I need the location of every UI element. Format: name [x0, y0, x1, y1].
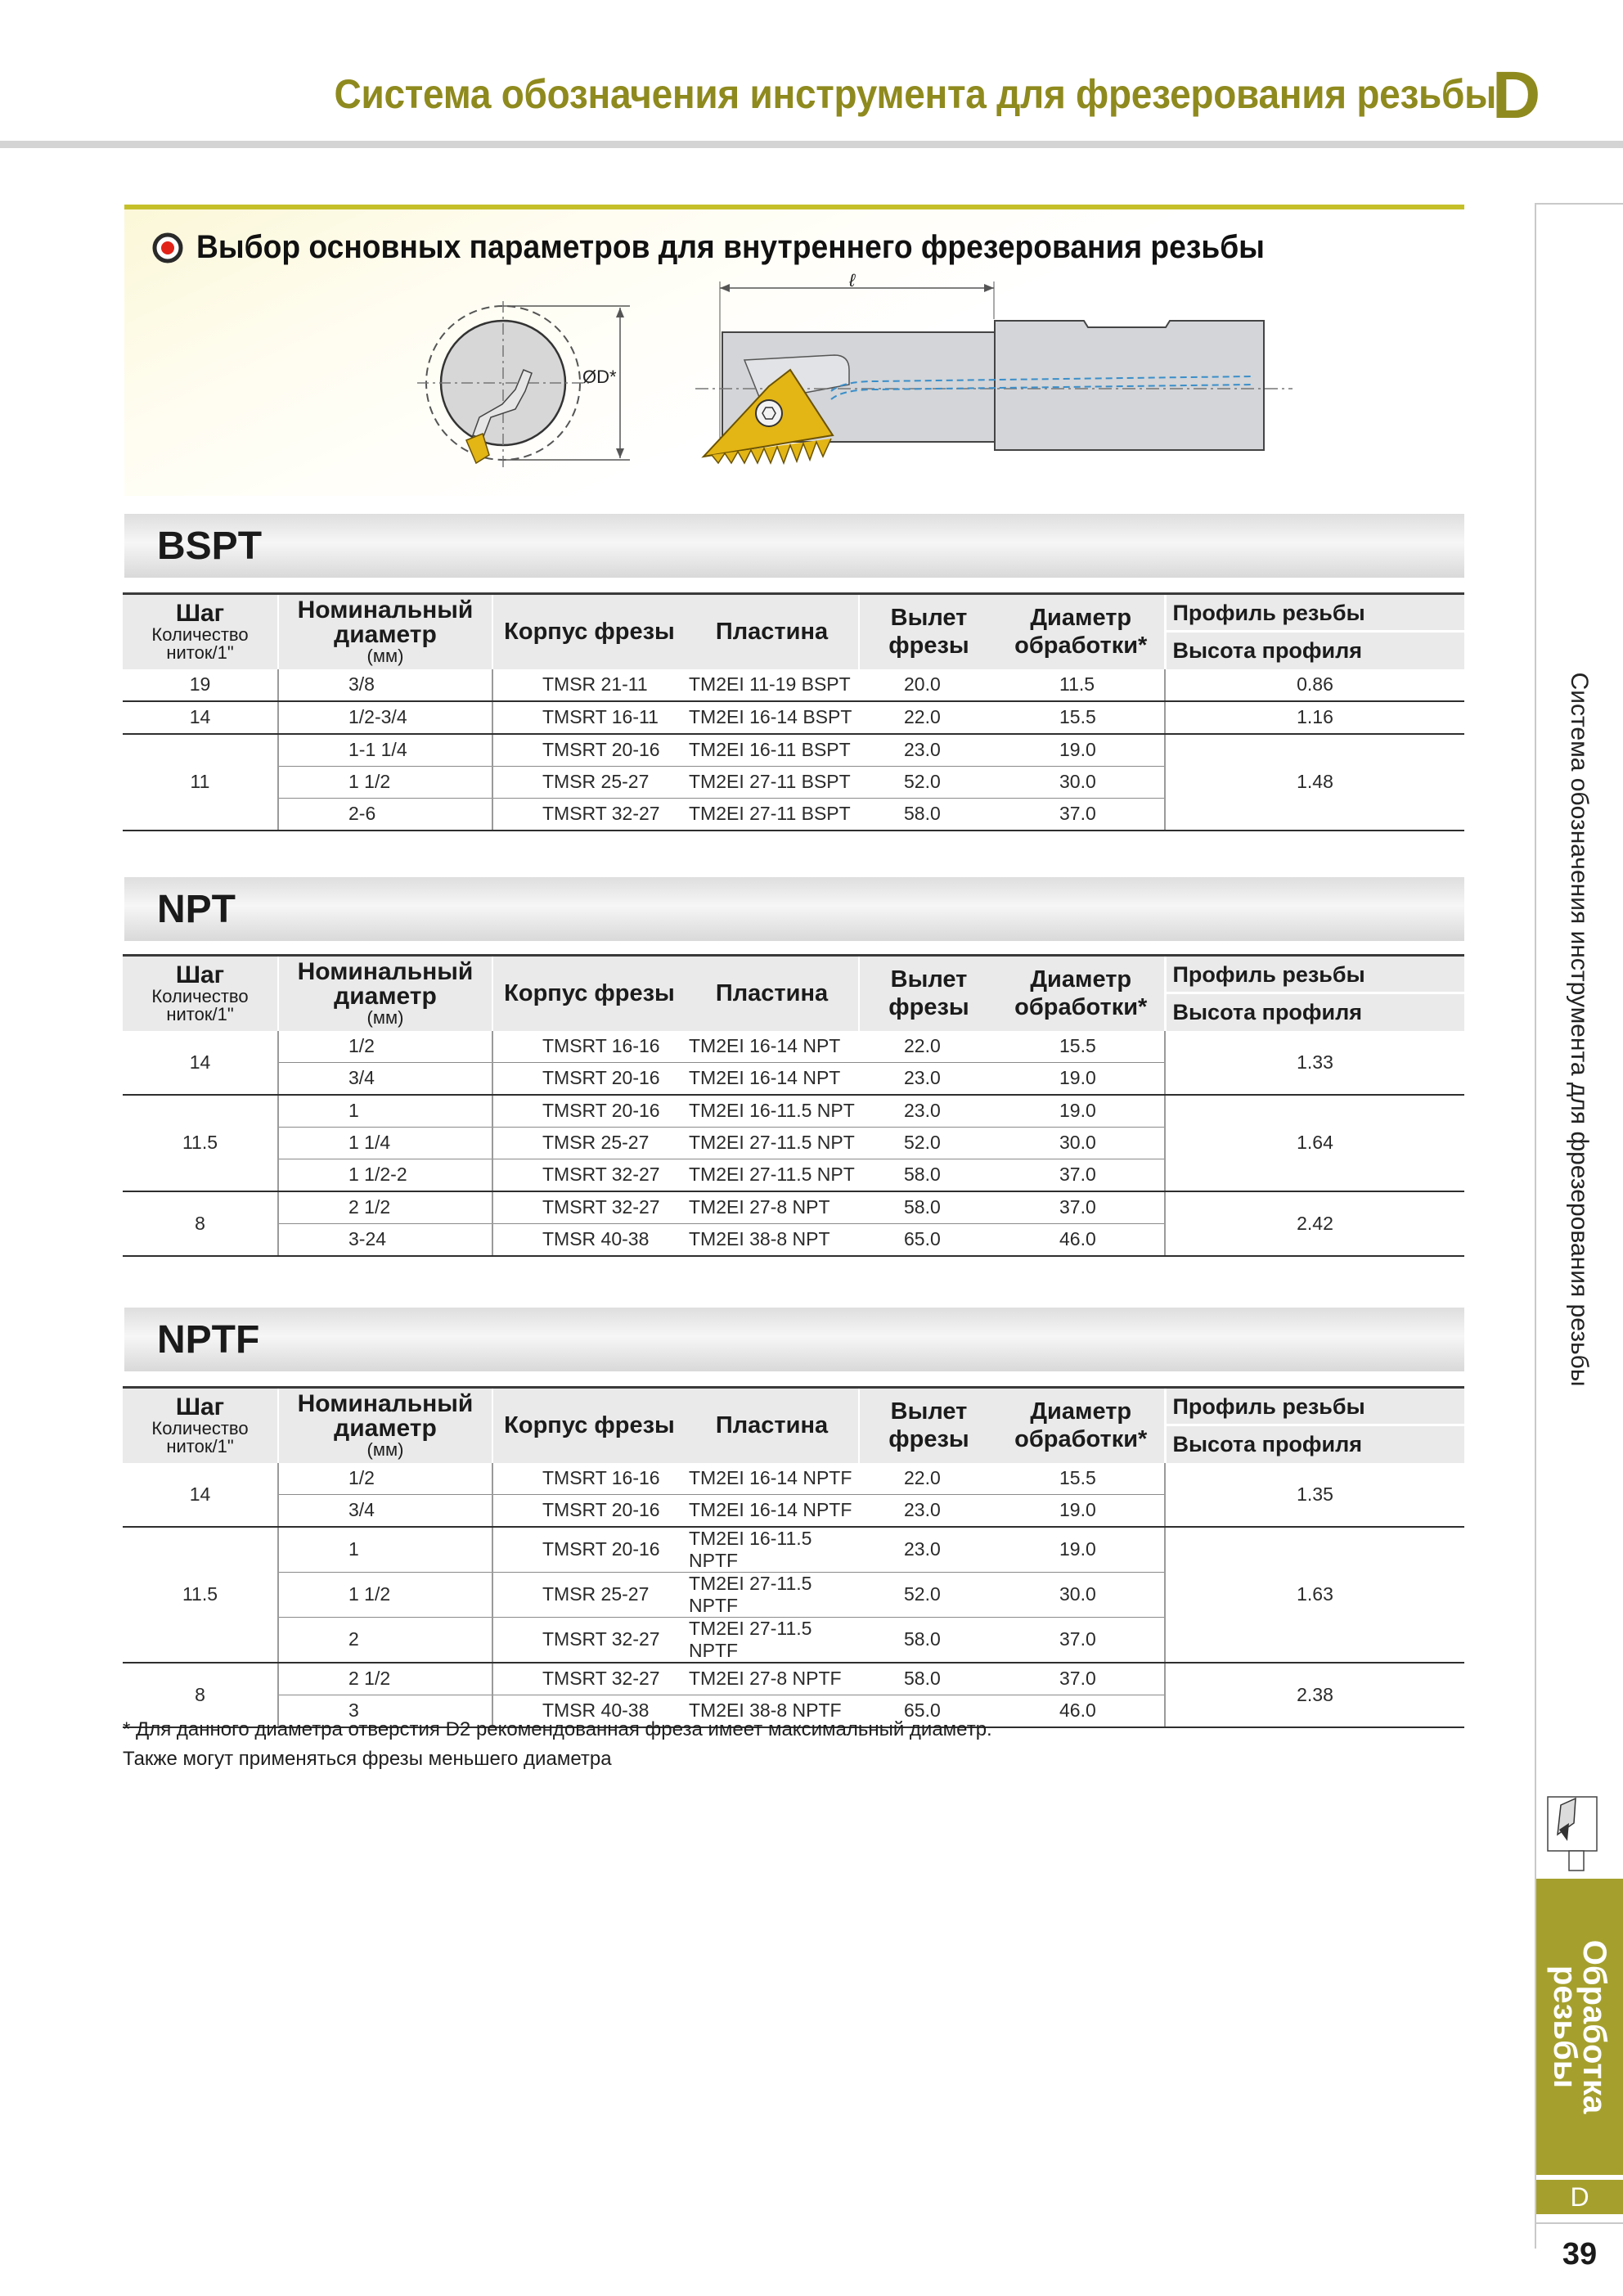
th-nominal [278, 1388, 492, 1463]
cell-nominal: 1 [278, 1527, 492, 1573]
th-diameter [998, 1388, 1165, 1463]
th-diameter [998, 956, 1165, 1031]
section-letter: D [1492, 58, 1541, 133]
th-diameter [998, 594, 1165, 669]
table-row [123, 669, 1464, 701]
th-nominal-label: Номинальный [297, 1390, 474, 1418]
cell-insert: TM2EI 38-8 NPT [686, 1223, 859, 1256]
table-row [123, 1031, 1464, 1063]
cell-profile-height: 1.48 [1165, 734, 1464, 831]
cell-diameter: 30.0 [998, 1127, 1165, 1159]
th-nominal-label: Номинальный [297, 958, 474, 986]
table-bspt [123, 592, 1464, 831]
band-title: NPTF [157, 1318, 260, 1362]
th-diameter-label2: обработки* [1014, 994, 1148, 1021]
cell-overhang: 52.0 [859, 1127, 998, 1159]
th-overhang-label2: фрезы [888, 1426, 969, 1453]
band-nptf [124, 1308, 1464, 1371]
cell-insert: TM2EI 27-11.5 NPT [686, 1127, 859, 1159]
th-overhang [859, 594, 998, 669]
side-tab-line1: Обработка [1576, 1939, 1612, 2114]
footnote-line2: Также могут применяться фрезы меньшего диаметра [123, 1748, 612, 1770]
cell-insert: TM2EI 27-8 NPT [686, 1191, 859, 1224]
table-row [123, 1095, 1464, 1128]
cell-body: TMSRT 20-16 [492, 1527, 686, 1573]
section-title: Выбор основных параметров для внутреннего фрезерования резьбы [196, 229, 1265, 265]
th-profile-label: Профиль резьбы [1172, 961, 1365, 987]
cell-overhang: 23.0 [859, 1527, 998, 1573]
cell-diameter: 37.0 [998, 1159, 1165, 1191]
cell-overhang: 65.0 [859, 1695, 998, 1727]
cell-overhang: 65.0 [859, 1223, 998, 1256]
cell-nominal: 1 1/2 [278, 766, 492, 798]
cell-diameter: 46.0 [998, 1223, 1165, 1256]
cell-nominal: 1 1/2-2 [278, 1159, 492, 1191]
band-title: BSPT [157, 524, 263, 568]
cell-body: TMSRT 20-16 [492, 734, 686, 767]
th-threads-label2: ниток/1" [166, 642, 234, 664]
cell-diameter: 37.0 [998, 1191, 1165, 1224]
th-diameter-label: Диаметр [1030, 1398, 1132, 1425]
side-section-letter: D [1536, 2180, 1623, 2214]
cell-nominal: 1/2 [278, 1031, 492, 1063]
cell-nominal: 3-24 [278, 1223, 492, 1256]
th-pitch-label: Шаг [175, 961, 225, 989]
th-nominal-label2: диаметр [334, 983, 437, 1011]
cell-diameter: 37.0 [998, 1617, 1165, 1663]
table-row [123, 701, 1464, 734]
cell-profile-height: 0.86 [1165, 669, 1464, 701]
cell-profile-height: 1.64 [1165, 1095, 1464, 1191]
cell-overhang: 20.0 [859, 669, 998, 701]
length-label: ℓ [849, 270, 856, 290]
cell-nominal: 2-6 [278, 798, 492, 831]
cell-insert: TM2EI 16-14 NPTF [686, 1494, 859, 1527]
cell-nominal: 3 [278, 1695, 492, 1727]
th-profile-height [1165, 632, 1464, 669]
cell-diameter: 30.0 [998, 1572, 1165, 1617]
cell-pitch: 8 [123, 1663, 278, 1727]
th-insert-label: Пластина [715, 980, 829, 1007]
th-overhang [859, 956, 998, 1031]
cell-diameter: 19.0 [998, 734, 1165, 767]
cell-insert: TM2EI 27-11.5 NPT [686, 1159, 859, 1191]
th-pitch-label: Шаг [175, 1393, 225, 1421]
cell-pitch: 14 [123, 701, 278, 734]
cell-insert: TM2EI 27-8 NPTF [686, 1663, 859, 1695]
cell-diameter: 37.0 [998, 798, 1165, 831]
cell-body: TMSRT 32-27 [492, 798, 686, 831]
cell-nominal: 1 1/4 [278, 1127, 492, 1159]
th-body-label: Корпус фрезы [504, 1412, 675, 1439]
cell-diameter: 37.0 [998, 1663, 1165, 1695]
th-profile-height [1165, 993, 1464, 1031]
cell-body: TMSR 40-38 [492, 1223, 686, 1256]
cell-nominal: 1/2-3/4 [278, 701, 492, 734]
th-diameter-label: Диаметр [1030, 605, 1132, 632]
cell-overhang: 22.0 [859, 1031, 998, 1063]
cell-diameter: 15.5 [998, 1031, 1165, 1063]
th-profile-height-label: Высота профиля [1172, 638, 1363, 664]
th-profile [1165, 594, 1464, 632]
cell-insert: TM2EI 38-8 NPTF [686, 1695, 859, 1727]
cell-body: TMSRT 16-16 [492, 1463, 686, 1495]
cell-pitch: 19 [123, 669, 278, 701]
cell-profile-height: 1.63 [1165, 1527, 1464, 1663]
th-overhang [859, 1388, 998, 1463]
cell-overhang: 22.0 [859, 1463, 998, 1495]
table-row [123, 1463, 1464, 1495]
th-nominal-unit: (мм) [366, 646, 404, 667]
cell-pitch: 11.5 [123, 1527, 278, 1663]
cell-insert: TM2EI 11-19 BSPT [686, 669, 859, 701]
cell-overhang: 58.0 [859, 1617, 998, 1663]
th-body [492, 956, 686, 1031]
table-row [123, 1527, 1464, 1573]
th-overhang-label2: фрезы [888, 633, 969, 660]
cell-insert: TM2EI 27-11 BSPT [686, 766, 859, 798]
cell-overhang: 22.0 [859, 701, 998, 734]
th-diameter-label2: обработки* [1014, 633, 1148, 660]
th-profile [1165, 1388, 1464, 1425]
cell-overhang: 52.0 [859, 1572, 998, 1617]
band-npt [124, 877, 1464, 941]
cell-body: TMSRT 20-16 [492, 1494, 686, 1527]
cell-profile-height: 2.42 [1165, 1191, 1464, 1256]
th-diameter-label: Диаметр [1030, 966, 1132, 993]
footnote-line1: * Для данного диаметра отверстия D2 рекомендованная фреза имеет максимальный диаметр. [123, 1718, 992, 1740]
cell-overhang: 23.0 [859, 1062, 998, 1095]
th-nominal-unit: (мм) [366, 1007, 404, 1029]
side-bottom-rule [1536, 2222, 1623, 2224]
th-nominal-label2: диаметр [334, 621, 437, 649]
side-tab-label-text [1547, 1939, 1612, 2114]
cell-pitch: 14 [123, 1031, 278, 1095]
cell-insert: TM2EI 16-14 BSPT [686, 701, 859, 734]
cell-profile-height: 1.35 [1165, 1463, 1464, 1527]
cell-diameter: 15.5 [998, 1463, 1165, 1495]
table-row [123, 1191, 1464, 1224]
cell-nominal: 3/8 [278, 669, 492, 701]
th-threads-label: Количество [151, 986, 249, 1007]
th-profile-height [1165, 1425, 1464, 1463]
cell-diameter: 19.0 [998, 1062, 1165, 1095]
cell-insert: TM2EI 27-11.5 NPTF [686, 1572, 859, 1617]
band-bspt [124, 514, 1464, 578]
cell-overhang: 23.0 [859, 1095, 998, 1128]
th-nominal-label: Номинальный [297, 597, 474, 624]
th-body [492, 1388, 686, 1463]
cell-body: TMSR 40-38 [492, 1695, 686, 1727]
th-insert-label: Пластина [715, 619, 829, 646]
cell-insert: TM2EI 16-11.5 NPT [686, 1095, 859, 1128]
cell-nominal: 1 [278, 1095, 492, 1128]
title-divider [0, 141, 1623, 148]
th-profile-label: Профиль резьбы [1172, 600, 1365, 625]
cell-pitch: 8 [123, 1191, 278, 1256]
cell-body: TMSRT 32-27 [492, 1191, 686, 1224]
thread-tool-icon [1536, 1784, 1623, 1874]
cell-nominal: 1-1 1/4 [278, 734, 492, 767]
th-insert [686, 594, 859, 669]
cell-body: TMSR 21-11 [492, 669, 686, 701]
side-top-line [1535, 203, 1623, 205]
th-threads-label: Количество [151, 1418, 249, 1439]
cell-body: TMSRT 16-16 [492, 1031, 686, 1063]
cell-body: TMSRT 32-27 [492, 1617, 686, 1663]
cell-diameter: 19.0 [998, 1095, 1165, 1128]
cell-body: TMSR 25-27 [492, 1127, 686, 1159]
table-nptf [123, 1386, 1464, 1728]
cell-profile-height: 1.16 [1165, 701, 1464, 734]
cell-insert: TM2EI 27-11 BSPT [686, 798, 859, 831]
cell-profile-height: 1.33 [1165, 1031, 1464, 1095]
tool-side-view-diagram [687, 270, 1301, 491]
cell-body: TMSRT 32-27 [492, 1159, 686, 1191]
th-insert [686, 956, 859, 1031]
th-insert-label: Пластина [715, 1412, 829, 1439]
side-tab-line2: резьбы [1547, 1965, 1583, 2089]
th-diameter-label2: обработки* [1014, 1426, 1148, 1453]
cell-body: TMSRT 32-27 [492, 1663, 686, 1695]
cell-nominal: 3/4 [278, 1062, 492, 1095]
th-threads-label2: ниток/1" [166, 1004, 234, 1025]
th-threads-label: Количество [151, 624, 249, 646]
cell-diameter: 15.5 [998, 701, 1165, 734]
th-body-label: Корпус фрезы [504, 619, 675, 646]
th-pitch [123, 956, 278, 1031]
cell-insert: TM2EI 16-11.5 NPTF [686, 1527, 859, 1573]
cell-body: TMSRT 16-11 [492, 701, 686, 734]
side-caption-text: Система обозначения инструмента для фрезерования резьбы [1566, 672, 1593, 1387]
th-overhang-label2: фрезы [888, 994, 969, 1021]
cell-pitch: 14 [123, 1463, 278, 1527]
cell-insert: TM2EI 16-14 NPTF [686, 1463, 859, 1495]
table-npt [123, 954, 1464, 1257]
th-profile-height-label: Высота профиля [1172, 1000, 1363, 1025]
cell-nominal: 2 1/2 [278, 1191, 492, 1224]
cell-overhang: 23.0 [859, 1494, 998, 1527]
th-insert [686, 1388, 859, 1463]
cell-body: TMSR 25-27 [492, 1572, 686, 1617]
cell-overhang: 52.0 [859, 766, 998, 798]
table-row [123, 1663, 1464, 1695]
cell-nominal: 1/2 [278, 1463, 492, 1495]
cell-pitch: 11.5 [123, 1095, 278, 1191]
table-row [123, 734, 1464, 767]
page-number: 39 [1562, 2237, 1598, 2271]
cell-insert: TM2EI 16-14 NPT [686, 1031, 859, 1063]
cell-nominal: 3/4 [278, 1494, 492, 1527]
cell-insert: TM2EI 16-14 NPT [686, 1062, 859, 1095]
diameter-label: ØD* [582, 367, 617, 387]
cell-insert: TM2EI 16-11 BSPT [686, 734, 859, 767]
th-profile-label: Профиль резьбы [1172, 1393, 1365, 1419]
cell-diameter: 11.5 [998, 669, 1165, 701]
cell-body: TMSRT 20-16 [492, 1062, 686, 1095]
th-overhang-label: Вылет [890, 966, 968, 993]
cell-diameter: 19.0 [998, 1494, 1165, 1527]
cell-overhang: 58.0 [859, 1159, 998, 1191]
th-pitch [123, 594, 278, 669]
th-pitch [123, 1388, 278, 1463]
cell-diameter: 19.0 [998, 1527, 1165, 1573]
th-nominal-label2: диаметр [334, 1415, 437, 1443]
th-profile [1165, 956, 1464, 993]
th-pitch-label: Шаг [175, 600, 225, 628]
cell-profile-height: 2.38 [1165, 1663, 1464, 1727]
page-title: Система обозначения инструмента для фрезерования резьбы [334, 71, 1496, 117]
cell-overhang: 58.0 [859, 798, 998, 831]
cell-overhang: 58.0 [859, 1191, 998, 1224]
th-profile-height-label: Высота профиля [1172, 1432, 1363, 1457]
bullet-icon [152, 232, 183, 263]
footnote [123, 1715, 992, 1774]
th-overhang-label: Вылет [890, 605, 968, 632]
th-nominal [278, 594, 492, 669]
cell-diameter: 46.0 [998, 1695, 1165, 1727]
th-nominal-unit: (мм) [366, 1439, 404, 1461]
cell-overhang: 58.0 [859, 1663, 998, 1695]
th-body [492, 594, 686, 669]
cell-body: TMSR 25-27 [492, 766, 686, 798]
cell-nominal: 2 1/2 [278, 1663, 492, 1695]
th-overhang-label: Вылет [890, 1398, 968, 1425]
cell-nominal: 1 1/2 [278, 1572, 492, 1617]
band-title: NPT [157, 888, 236, 931]
cell-body: TMSRT 20-16 [492, 1095, 686, 1128]
cell-pitch: 11 [123, 734, 278, 831]
cell-overhang: 23.0 [859, 734, 998, 767]
cell-insert: TM2EI 27-11.5 NPTF [686, 1617, 859, 1663]
cell-nominal: 2 [278, 1617, 492, 1663]
th-nominal [278, 956, 492, 1031]
th-threads-label2: ниток/1" [166, 1436, 234, 1457]
th-body-label: Корпус фрезы [504, 980, 675, 1007]
cell-diameter: 30.0 [998, 766, 1165, 798]
